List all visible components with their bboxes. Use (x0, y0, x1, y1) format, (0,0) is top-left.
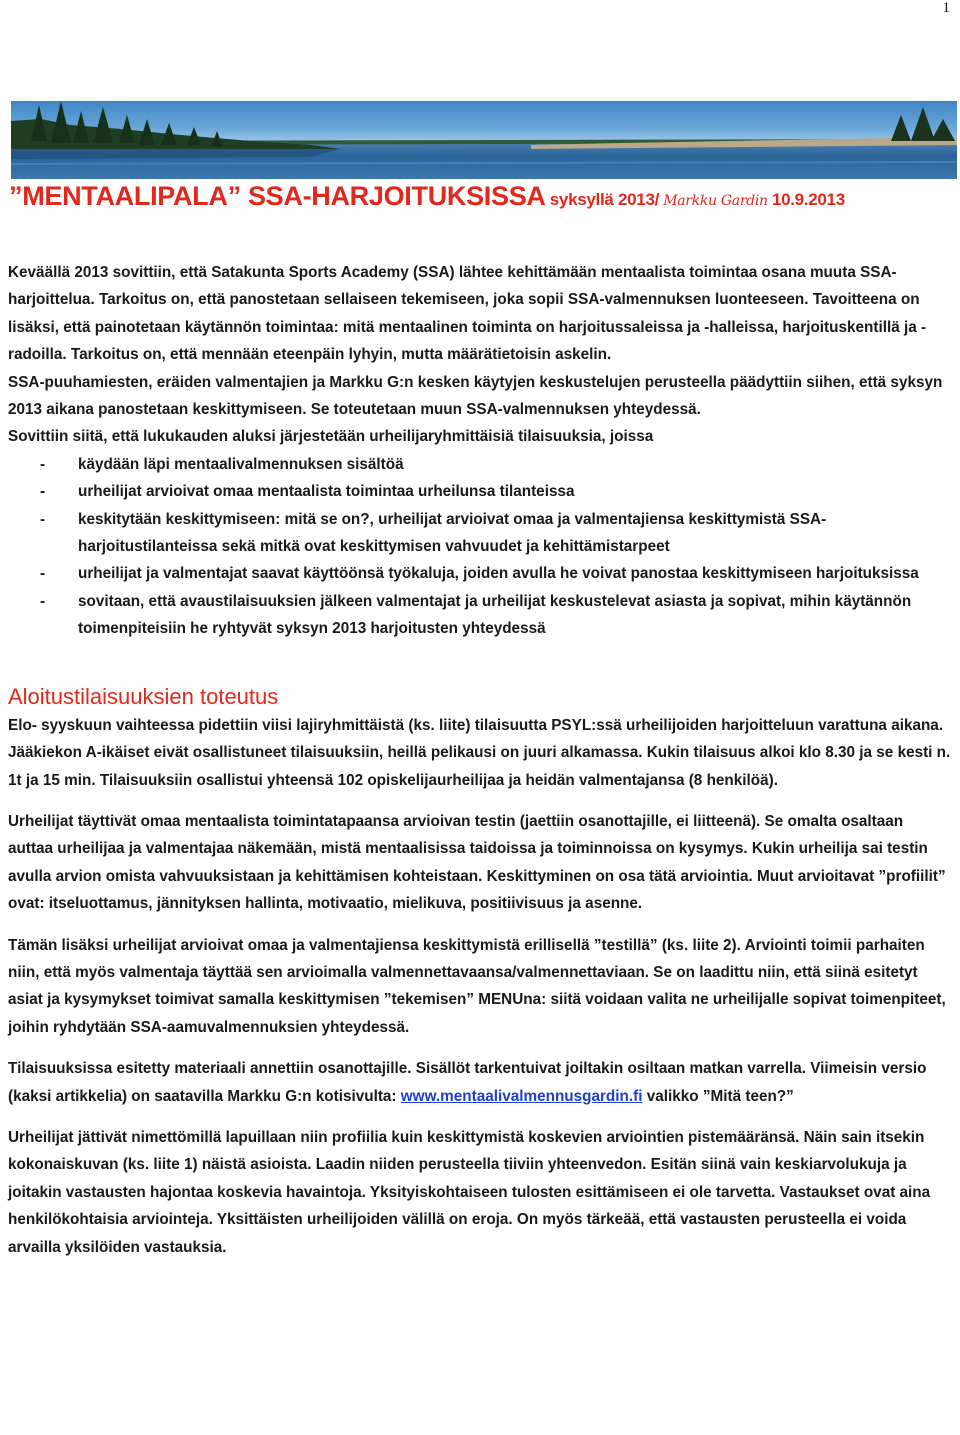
page-number: 1 (942, 0, 950, 16)
list-item: - keskitytään keskittymiseen: mitä se on?, urheilijat arvioivat omaa ja valmentajiensa keskittymistä SSA-harjoitustilanteissa sekä mitkä ovat keskittymisen vahvuudet ja kehittämistarpeet (40, 510, 827, 556)
homepage-link[interactable]: www.mentaalivalmennusgardin.fi (400, 1087, 643, 1105)
section-heading: Aloitustilaisuuksien toteutus (8, 683, 279, 709)
title-author: Markku Gardin (663, 193, 768, 209)
section-paragraph-4: Tilaisuuksissa esitetty materiaali annettiin osanottajille. Sisällöt tarkentuivat joiltakin osiltaan matkan varrella. Viimeisin versio (kaksi artikkelia) on saatavilla Markku G:n kotisivulta: www.mentaalivalmennusgardin.fi valikko ”Mitä teen?” (8, 1060, 927, 1105)
document-body (8, 259, 952, 1261)
section-paragraph-1: Elo- syyskuun vaihteessa pidettiin viisi lajiryhmittäistä (ks. liite) tilaisuutta PSYL:ssä urheilijoiden harjoitteluun varattuna aikana. Jääkiekon A-ikäiset eivät osallistuneet tilaisuuksiin, heillä pelikausi on juuri alkamassa. Kukin tilaisuus alkoi klo 8.30 ja se kesti n. 1t ja 15 min. Tilaisuuksiin osallistui yhteensä 102 opiskelijaurheilijaa ja heidän valmentajansa (8 henkilöä). (8, 716, 951, 789)
intro-paragraph-1: Keväällä 2013 sovittiin, että Satakunta Sports Academy (SSA) lähtee kehittämään mentaalista toimintaa osana muuta SSA-harjoittelua. Tarkoitus on, että panostetaan sellaiseen tekemiseen, joka sopii SSA-valmennuksen luonteeseen. Tavoitteena on lisäksi, että painotetaan käytännön toimintaa: mitä mentaalinen toiminta on harjoitussaleissa ja -halleissa, harjoituskentillä ja -radoilla. Tarkoitus on, että mennään eteenpäin lyhyin, mutta määrätietoisin askelin. (8, 264, 927, 364)
lake-landscape-photo (11, 101, 957, 179)
section-paragraph-3: Tämän lisäksi urheilijat arvioivat omaa ja valmentajiensa keskittymistä erillisellä ”testillä” (ks. liite 2). Arviointi toimii parhaiten niin, että myös valmentaja täyttää sen arvioimalla valmennettavaansa/valmennettaviaan. Se on laadittu niin, että siinä esitetyt asiat ja kysymykset toimivat samalla keskittymisen ”tekemisen” MENUna: siitä voidaan valita ne urheilijalle sopivat toimenpiteet, joihin ryhdytään SSA-aamuvalmennuksien yhteydessä. (8, 936, 946, 1036)
section-paragraph-5: Urheilijat jättivät nimettömillä lapuillaan niin profiilia kuin keskittymistä koskevien arviointien pistemääränsä. Näin sain itsekin kokonaiskuvan (ks. liite 1) näistä asioista. Laadin niiden perusteella tiiviin yhteenvedon. Esitän siinä vain keskiarvolukuja ja joitakin vastausten hajontaa koskevia havaintoja. Yksityiskohtaiseen tulosten esittämiseen ei ole tarvetta. Vastaukset ovat aina henkilökohtaisia arviointeja. Yksittäisten urheilijoiden välillä on eroja. On myös tärkeää, että vastausten perusteella ei voida arvailla yksilöiden vastauksia. (8, 1128, 931, 1256)
meeting-goals-list (8, 451, 952, 643)
section-paragraph-2: Urheilijat täyttivät omaa mentaalista toimintatapaansa arvioivan testin (jaettiin osanottajille, ei liitteenä). Se omalta osaltaan auttaa urheilijaa ja valmentajaa näkemään, mistä mentaalisissa taidoissa ja toiminnoissa on kysymys. Kukin urheilija sai testin avulla arvion omista vahvuuksistaan ja kehittämisen kohteistaan. Keskittyminen on osa tätä arviointia. Muut arvioitavat ”profiilit” ovat: itseluottamus, jännityksen hallinta, motivaatio, mielikuva, positiivisuus ja asenne. (8, 812, 946, 913)
title-main: ”MENTAALIPALA” SSA-HARJOITUKSISSA (9, 181, 546, 211)
list-item: - urheilijat ja valmentajat saavat käyttöönsä työkaluja, joiden avulla he voivat panostaa keskittymiseen harjoituksissa (40, 565, 919, 583)
lake-landscape-illustration (11, 101, 957, 179)
intro-paragraph-3: Sovittiin siitä, että lukukauden aluksi järjestetään urheilijaryhmittäisiä tilaisuuksia, joissa (8, 428, 654, 446)
intro-paragraph-2: SSA-puuhamiesten, eräiden valmentajien ja Markku G:n kesken käytyjen keskustelujen perusteella päädyttiin siihen, että syksyn 2013 aikana panostetaan keskittymiseen. Se toteutetaan muun SSA-valmennuksen yhteydessä. (8, 373, 943, 419)
list-item: - urheilijat arvioivat omaa mentaalista toimintaa urheilunsa tilanteissa (40, 483, 575, 501)
document-title (9, 181, 954, 215)
title-season: syksyllä 2013/ (549, 190, 660, 209)
list-item: - sovitaan, että avaustilaisuuksien jälkeen valmentajat ja urheilijat keskustelevat asiasta ja sopivat, mihin käytännön toimenpiteisiin he ryhtyvät syksyn 2013 harjoitusten yhteydessä (40, 592, 912, 638)
list-item: - käydään läpi mentaalivalmennuksen sisältöä (40, 455, 404, 473)
title-date: 10.9.2013 (771, 190, 845, 209)
